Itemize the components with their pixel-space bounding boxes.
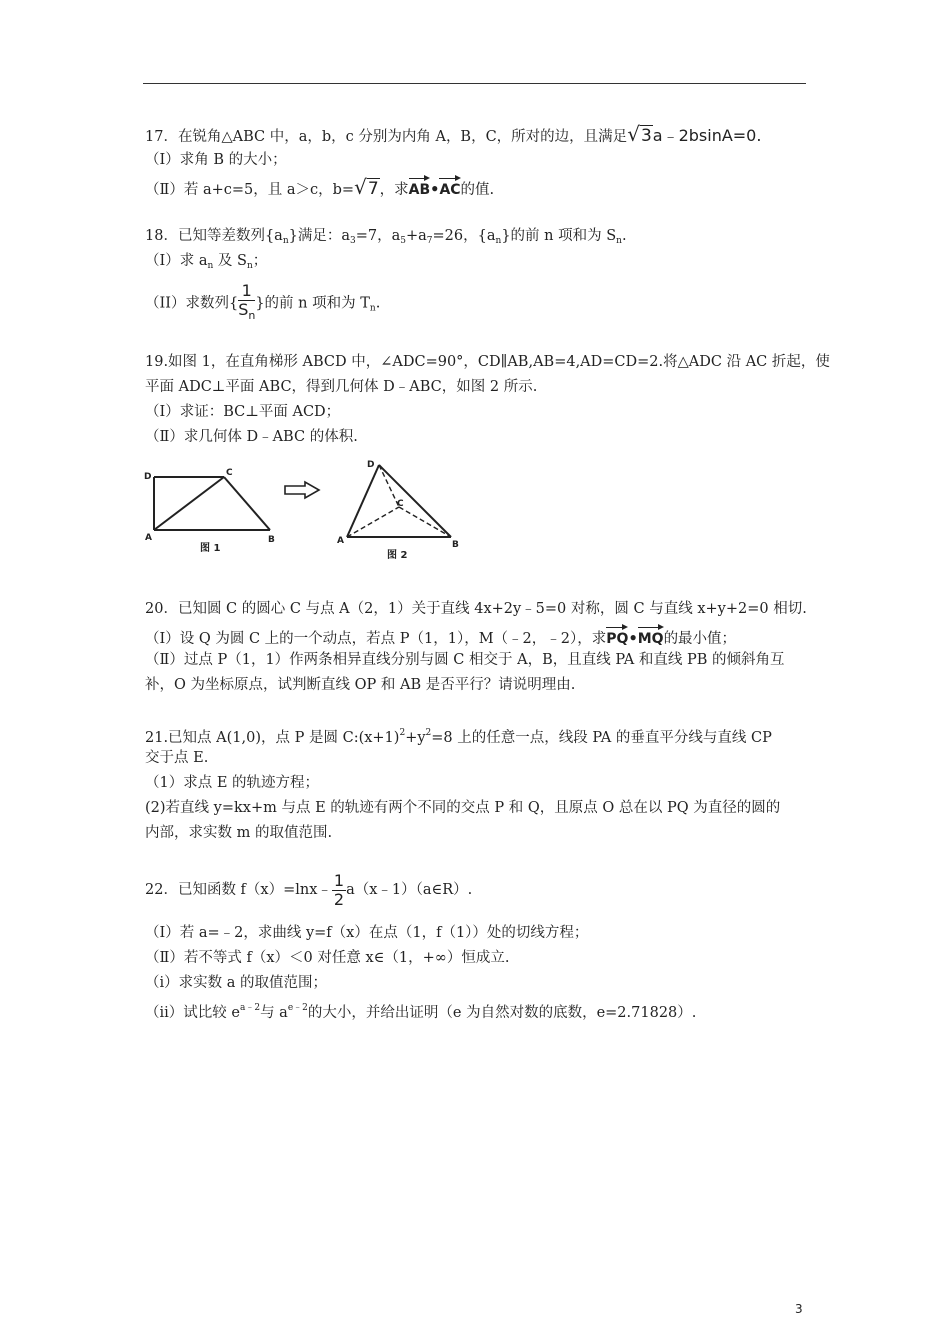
fig1-caption: 图 1 <box>200 543 221 554</box>
fig1-label-a: A <box>145 533 152 543</box>
q22-part2: （Ⅱ）若不等式 f（x）＜0 对任意 x∈（1，+∞）恒成立. <box>145 950 510 966</box>
fig2-label-d: D <box>367 460 375 470</box>
vector-ac: AC <box>439 175 460 200</box>
sqrt-3: √3 <box>627 122 652 146</box>
q20-part1: （Ⅰ）设 Q 为圆 C 上的一个动点，若点 P（1，1），M（﹣2，﹣2），求 PQ• MQ的最小值； <box>145 624 736 649</box>
figure-1-trapezoid <box>140 462 285 557</box>
figure-2-tetrahedron <box>335 455 465 565</box>
fraction-one-half: $\frac{1}{2}$ <box>333 870 345 909</box>
q21-part2-line1: (2)若直线 y=kx+m 与点 E 的轨迹有两个不同的交点 P 和 Q，且原点 O 总在以 PQ 为直径的圆的 <box>145 800 781 816</box>
q17-line1: 17．在锐角△ABC 中，a，b，c 分别为内角 A，B，C，所对的边，且满足√3a﹣2bsinA=0. <box>145 122 762 146</box>
q17-part1: （Ⅰ）求角 B 的大小； <box>145 152 287 168</box>
q18-part2: （II）求数列{ $\frac{1}{S_n}$ }的前 n 项和为 $T_n$. <box>145 282 380 326</box>
page-number: 3 <box>795 1302 803 1316</box>
fig2-caption: 图 2 <box>387 550 408 561</box>
q21-part2-line2: 内部，求实数 m 的取值范围. <box>145 825 333 841</box>
q22-sub-ii: （ⅱ）试比较 $e^{a﹣2}$与 $a^{e﹣2}$的大小，并给出证明（e 为自然对数的底数，e=2.71828）. <box>145 1003 697 1021</box>
vector-ab: AB <box>409 175 431 200</box>
sqrt-7: √7 <box>354 175 379 199</box>
q22-line1: 22．已知函数 f（x）=lnx﹣ $\frac{1}{2}$ a（x﹣1）（a∈R）. <box>145 870 473 909</box>
fig1-label-c: C <box>226 468 233 478</box>
q19-line1: 19.如图 1，在直角梯形 ABCD 中，∠ADC=90°，CD∥AB,AB=4,AD=CD=2.将△ADC 沿 AC 折起，使 <box>145 354 830 370</box>
fig1-label-d: D <box>144 472 152 482</box>
fig1-label-b: B <box>268 535 275 545</box>
q22-part1: （Ⅰ）若 a=﹣2，求曲线 y=f（x）在点（1，f（1））处的切线方程； <box>145 925 589 941</box>
vector-pq: PQ <box>606 624 628 649</box>
q20-part2-line1: （Ⅱ）过点 P（1，1）作两条相异直线分别与圆 C 相交于 A，B，且直线 PA 和直线 PB 的倾斜角互 <box>145 652 785 668</box>
fig2-label-a: A <box>337 536 344 546</box>
q20-line1: 20．已知圆 C 的圆心 C 与点 A（2，1）关于直线 4x+2y﹣5=0 对称，圆 C 与直线 x+y+2=0 相切. <box>145 601 807 617</box>
transform-arrow <box>283 480 323 500</box>
fig2-label-b: B <box>452 540 459 550</box>
q21-line1: 21.已知点 A(1,0)，点 P 是圆 $C:(x+1)^2+y^2=8$ 上的任意一点，线段 PA 的垂直平分线与直线 CP <box>145 728 772 746</box>
q17-part2: （Ⅱ）若 a+c=5，且 a＞c，b=√7，求 AB• AC的值. <box>145 175 495 199</box>
q18-part1: （I）求 $a_n$ 及 $S_n$； <box>145 253 268 271</box>
q21-part1: （1）求点 E 的轨迹方程； <box>145 775 320 791</box>
q19-part1: （Ⅰ）求证：BC⊥平面 ACD； <box>145 404 341 420</box>
q19-part2: （Ⅱ）求几何体 D﹣ABC 的体积. <box>145 429 358 445</box>
fraction-1-over-sn: $\frac{1}{S_n}$ <box>238 281 256 322</box>
q22-sub-i: （ⅰ）求实数 a 的取值范围； <box>145 975 327 991</box>
vector-mq: MQ <box>638 624 664 649</box>
fig2-label-c: C <box>397 499 404 509</box>
q19-line2: 平面 ADC⊥平面 ABC，得到几何体 D﹣ABC，如图 2 所示. <box>145 379 538 395</box>
q20-part2-line2: 补，O 为坐标原点，试判断直线 OP 和 AB 是否平行？请说明理由. <box>145 677 576 693</box>
q18-line1: 18．已知等差数列$\{a_n\}$满足：$a_3=7$，$a_5+a_7=26$，$\{a_n\}$的前 n 项和为 $S_n$. <box>145 228 627 246</box>
q21-line2: 交于点 E. <box>145 750 209 766</box>
header-rule <box>143 83 806 84</box>
